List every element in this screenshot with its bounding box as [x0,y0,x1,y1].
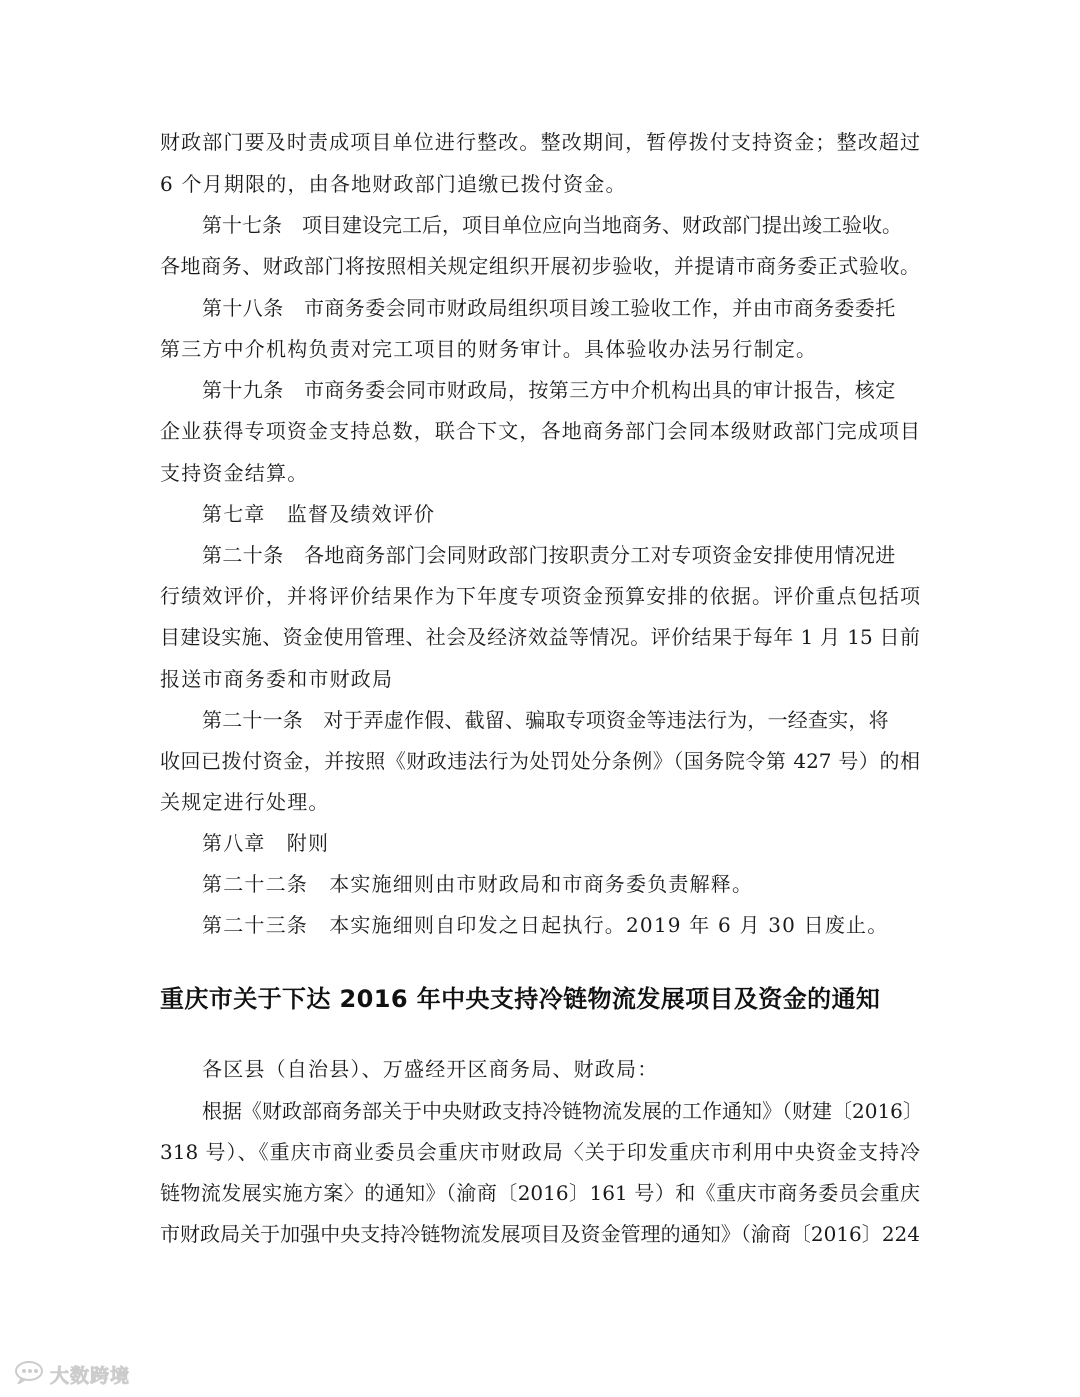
body-line: 财政部门要及时责成项目单位进行整改。整改期间，暂停拨付支持资金；整改超过 [160,130,920,154]
article-17-line: 第十七条 项目建设完工后，项目单位应向当地商务、财政部门提出竣工验收。 [202,213,902,237]
watermark [14,1360,130,1388]
article-20-line: 第二十条 各地商务部门会同财政部门按职责分工对专项资金安排使用情况进 [202,543,896,567]
notice-title: 重庆市关于下达 2016 年中央支持冷链物流发展项目及资金的通知 [160,985,881,1013]
watermark-text: 大数跨境 [50,1364,131,1387]
body-line: 企业获得专项资金支持总数，联合下文，各地商务部门会同本级财政部门完成项目 [160,419,920,443]
notice-body-line: 链物流发展实施方案〉的通知》（渝商〔2016〕161 号）和《重庆市商务委员会重庆 [160,1181,920,1205]
article-22-line: 第二十二条 本实施细则由市财政局和市商务委负责解释。 [202,872,754,896]
body-line: 各地商务、财政部门将按照相关规定组织开展初步验收，并提请市商务委正式验收。 [160,254,920,278]
body-line: 第三方中介机构负责对完工项目的财务审计。具体验收办法另行制定。 [160,337,818,361]
body-line: 关规定进行处理。 [160,790,330,814]
body-line: 行绩效评价，并将评价结果作为下年度专项资金预算安排的依据。评价重点包括项 [160,584,920,608]
body-line: 6 个月期限的，由各地财政部门追缴已拨付资金。 [160,172,627,196]
chat-bubble-logo-icon [14,1360,44,1388]
notice-body-line: 根据《财政部商务部关于中央财政支持冷链物流发展的工作通知》（财建〔2016〕 [202,1099,923,1123]
body-line: 支持资金结算。 [160,461,309,485]
chapter-8-heading: 第八章 附则 [202,831,330,855]
notice-addressee: 各区县（自治县）、万盛经开区商务局、财政局： [202,1057,659,1081]
notice-body-line: 市财政局关于加强中央支持冷链物流发展项目及资金管理的通知》（渝商〔2016〕224 [160,1222,920,1246]
body-line: 报送市商务委和市财政局 [160,667,394,691]
article-23-line: 第二十三条 本实施细则自印发之日起执行。2019 年 6 月 30 日废止。 [202,913,889,937]
article-19-line: 第十九条 市商务委会同市财政局，按第三方中介机构出具的审计报告，核定 [202,378,896,402]
body-line: 目建设实施、资金使用管理、社会及经济效益等情况。评价结果于每年 1 月 15 日前 [160,625,920,649]
article-18-line: 第十八条 市商务委会同市财政局组织项目竣工验收工作，并由市商务委委托 [202,296,896,320]
body-line: 收回已拨付资金，并按照《财政违法行为处罚处分条例》（国务院令第 427 号）的相 [160,749,920,773]
article-21-line: 第二十一条 对于弄虚作假、截留、骗取专项资金等违法行为，一经查实，将 [202,708,889,732]
notice-body-line: 318 号）、《重庆市商业委员会重庆市财政局〈关于印发重庆市利用中央资金支持冷 [160,1140,920,1164]
chapter-7-heading: 第七章 监督及绩效评价 [202,502,436,526]
